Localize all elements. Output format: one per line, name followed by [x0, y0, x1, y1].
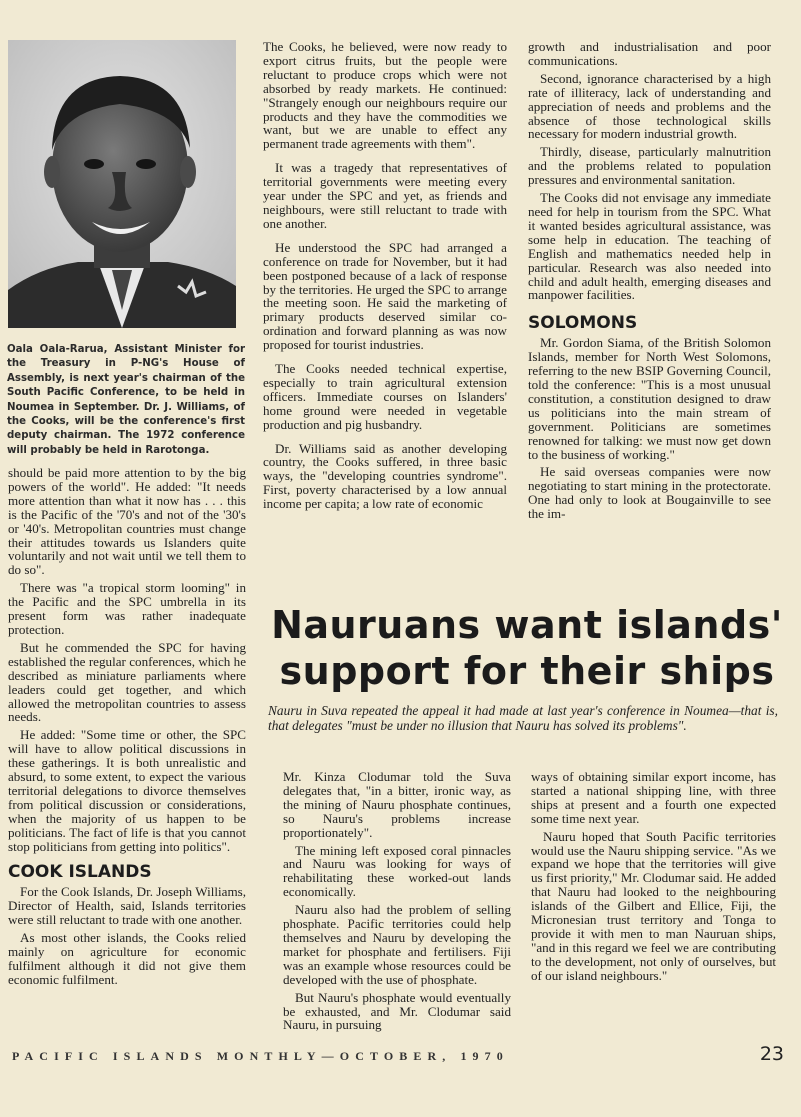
col2-paragraph: It was a tragedy that representatives of territorial governments were meeting every year under the SPC and yet, as friends and neighbours, were still reluctant to trade with one another. — [263, 160, 507, 231]
col2-paragraph: He understood the SPC had arranged a conference on trade for November, but it had been postponed because of a lack of response by the territories. He urged the SPC to arrange the meeting soon. He said the marketing of primary products deserved similar co-ordination and forward planning as was now proposed for tourist industries. — [263, 239, 507, 353]
column-3 — [528, 40, 771, 521]
col1-paragraph: He added: "Some time or other, the SPC will have to allow political discussions in these gatherings. It is both unrealistic and absurd, to some extent, to expect the various territorial delegations to divorce themselves from political discussion or considerations, when the majority of us happen to be politicians. The fact of life is that you cannot stop politicians from getting into politics". — [8, 727, 246, 854]
col4-paragraph: But Nauru's phosphate would eventually be exhausted, and Mr. Clodumar said Nauru, in pursuing — [283, 989, 511, 1033]
column-1 — [8, 466, 246, 987]
col2-paragraph: The Cooks, he believed, were now ready to export citrus fruits, but the people were reluctant to produce crops which were not absorbed by ready markets. He continued: "Strangely enough our neighbours require our products and they have the commodities we want, but we are unable to effect any permanent trade agreements with them". — [263, 39, 507, 152]
col1-paragraph: But he commended the SPC for having established the regular conferences, which he described as miniature parliaments where leaders could get together, and which allowed the metropolitan countries to assess needs. — [8, 639, 246, 725]
portrait-photo-icon — [8, 40, 236, 328]
page-footer — [12, 1043, 788, 1071]
col5-paragraph: Nauru hoped that South Pacific territories would use the Nauru shipping service. "As we expand we hope that the territories will give us first priority," Mr. Clodumar said. He added that Nauru had looked to the neighbouring islands of the Gilbert and Ellice, Fiji, the Micronesian trust territory and Tonga to provide it with men to man Nauruan ships, "and in this regard we feel we are contributing to the development, not only of ourselves, but of our island neighbours." — [531, 828, 776, 983]
col4-paragraph: Nauru also had the problem of selling phosphate. Pacific territories could help themselves and Nauru by developing the market for phosphate and fertilisers. Fiji was an example whose resources could be developed with the use of phosphate. — [283, 902, 511, 987]
col4-paragraph: Mr. Kinza Clodumar told the Suva delegates that, "in a bitter, ironic way, as the mining of Nauru phosphate continues, so Nauru's problems increase proportionately". — [283, 769, 511, 840]
column-4 — [283, 770, 511, 1032]
page-number: 23 — [759, 1043, 784, 1065]
col1-paragraph: should be paid more attention to by the big powers of the world". He added: "It needs more attention than what it now has . . . this is the Pacific of the '70's and not of the '30's or '40's. Metropolitan countries must change their attitudes towards us Islanders quite voluntarily and not wait until we tell them to do so". — [8, 465, 246, 578]
col1-paragraph: For the Cook Islands, Dr. Joseph Williams, Director of Health, said, Islands territories were still reluctant to trade with one another. — [8, 884, 246, 928]
col3-paragraph: Mr. Gordon Siama, of the British Solomon Islands, member for North West Solomons, referring to the new BSIP Governing Council, told the conference: "This is a most unusual constitution, a constitution designed to draw us politicians into the main stream of government. Politicians are sometimes renowned for talking: we must now get down to the business of working." — [528, 335, 771, 462]
section-heading-solomons: SOLOMONS — [528, 313, 638, 334]
portrait-photo — [8, 40, 236, 328]
col1-paragraph: As most other islands, the Cooks relied mainly on agriculture for economic fulfilment although it did not give them economic fulfilment. — [8, 930, 246, 987]
col1-paragraph: There was "a tropical storm looming" in the Pacific and the SPC umbrella in its present form was rather inadequate protection. — [8, 580, 246, 637]
col3-paragraph: Second, ignorance characterised by a high rate of illiteracy, lack of understanding and appreciation of needs and problems and the absence of those technological skills necessary for modern industrial growth. — [528, 70, 771, 142]
col4-paragraph: The mining left exposed coral pinnacles and Nauru was looking for ways of rehabilitating these worked-out lands economically. — [283, 842, 511, 900]
col3-paragraph: Thirdly, disease, particularly malnutrition and the problems related to population pressures and environmental sanitation. — [528, 144, 771, 188]
col2-paragraph: Dr. Williams said as another developing country, the Cooks suffered, in three basic ways, the "developing countries syndrome". First, poverty characterised by a low annual income per capita; a low rate of economic — [263, 440, 507, 512]
column-2 — [263, 40, 507, 511]
col5-paragraph: ways of obtaining similar export income, has started a national shipping line, with three ships at present and a fourth one expected some time next year. — [531, 769, 776, 826]
col2-paragraph: The Cooks needed technical expertise, especially to train agricultural extension officers. Immediate courses on Islanders' home ground were needed in vegetable production and pig husbandry. — [263, 361, 507, 432]
section-heading-cook-islands: COOK ISLANDS — [8, 862, 152, 883]
running-title: PACIFIC ISLANDS MONTHLY—OCTOBER, 1970 — [12, 1049, 509, 1063]
article-headline: Nauruans want islands' support for their ships — [271, 603, 783, 693]
col3-paragraph: growth and industrialisation and poor communications. — [528, 39, 771, 68]
col3-paragraph: The Cooks did not envisage any immediate need for help in tourism from the SPC. What it wanted besides agricultural assistance, was some help in education. The teaching of English and mathematics needed help in particular. Research was also needed into child and adult health, emerging diseases and manpower facilities. — [528, 190, 771, 303]
column-5 — [531, 770, 776, 983]
photo-caption: Oala Oala-Rarua, Assistant Minister for the Treasury in P-NG's House of Assembly, is next year's chairman of the South Pacific Conference, to be held in Noumea in September. Dr. J. Williams, of the Cooks, will be the conference's first deputy chairman. The 1972 conference will probably be held in Rarotonga. — [7, 344, 245, 456]
article-standfirst: Nauru in Suva repeated the appeal it had made at last year's conference in Noumea—that is, that delegates "must be under no illusion that Nauru has solved its problems". — [268, 703, 778, 733]
col3-paragraph: He said overseas companies were now negotiating to start mining in the protectorate. One had only to look at Bougainville to see the im- — [528, 464, 771, 522]
